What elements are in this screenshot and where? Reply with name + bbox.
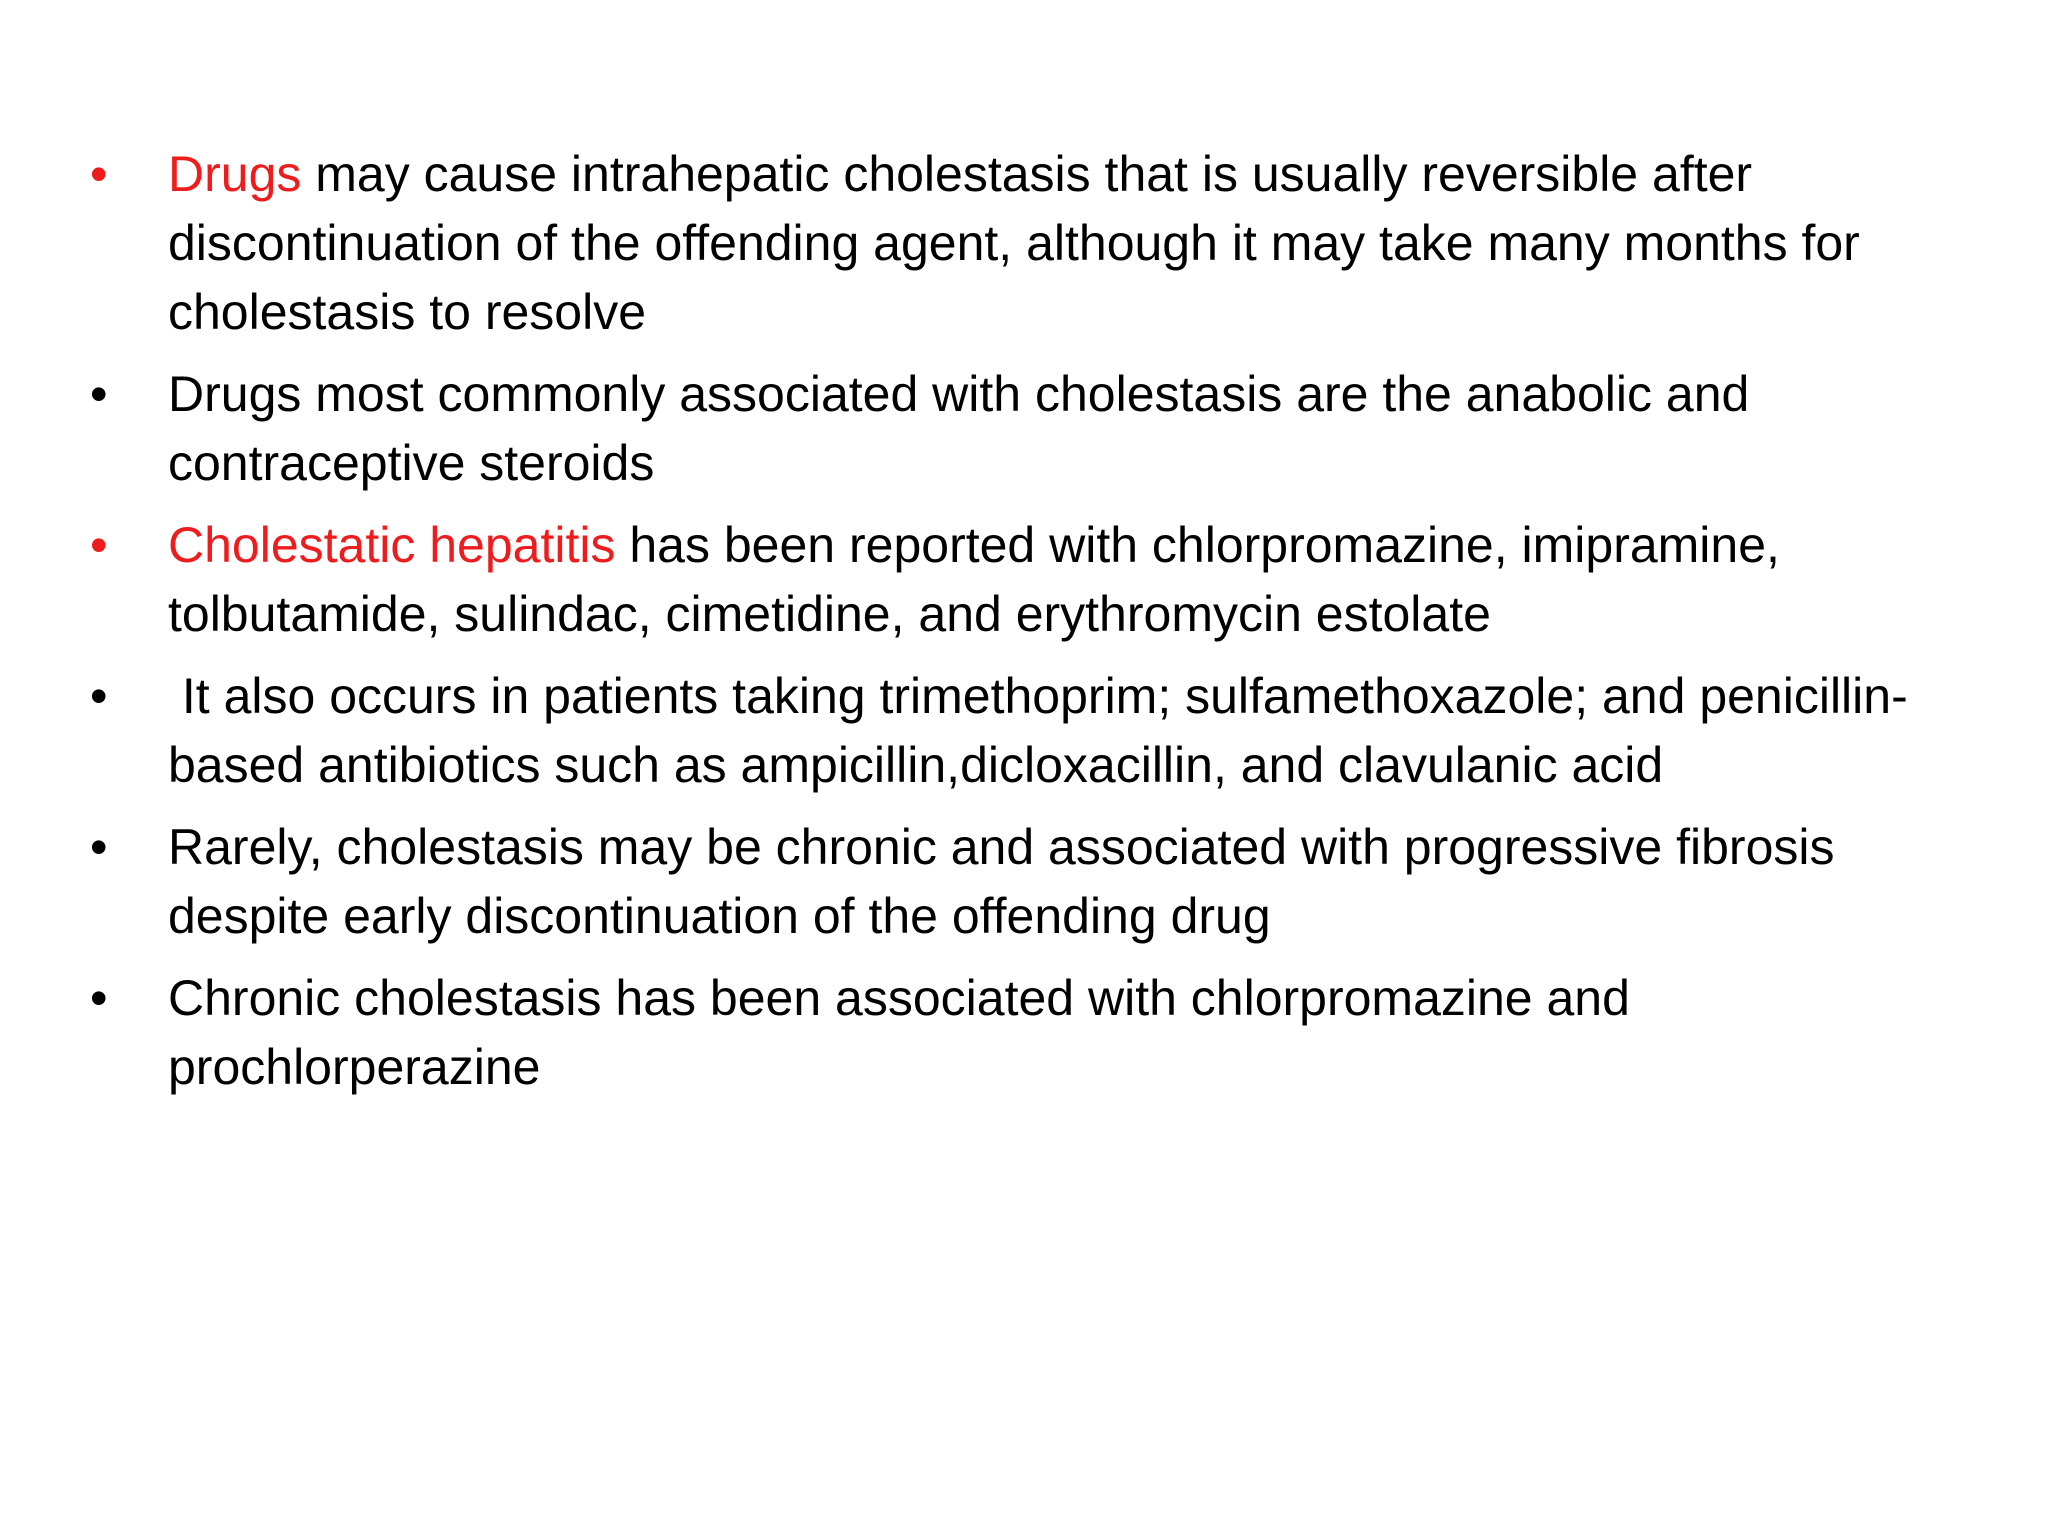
bullet-marker: • <box>90 970 108 1026</box>
bullet-marker: • <box>90 668 108 724</box>
bullet-item-antibiotics <box>80 662 1980 800</box>
bullet-item-steroids <box>80 360 1980 498</box>
bullet-text: Drugs most commonly associated with cholestasis are the anabolic and contraceptive steroids <box>168 366 1750 491</box>
bullet-item-cholestatic-hepatitis <box>80 511 1980 649</box>
bullet-text: It also occurs in patients taking trimethoprim; sulfamethoxazole; and penicillin-based antibiotics such as ampicillin,dicloxacillin, and clavulanic acid <box>168 668 1908 793</box>
bullet-marker: • <box>90 366 108 422</box>
bullet-item-chronic-cholestasis <box>80 964 1980 1102</box>
bullet-item-drugs-reversible <box>80 140 1980 347</box>
bullet-marker: • <box>90 517 108 573</box>
bullet-text: Rarely, cholestasis may be chronic and associated with progressive fibrosis despite early discontinuation of the offending drug <box>168 819 1835 944</box>
bullet-list <box>80 140 1980 1115</box>
bullet-item-chronic-fibrosis <box>80 813 1980 951</box>
bullet-text: may cause intrahepatic cholestasis that is usually reversible after discontinuation of the offending agent, although it may take many months for cholestasis to resolve <box>168 146 1860 340</box>
bullet-marker: • <box>90 146 108 202</box>
bullet-marker: • <box>90 819 108 875</box>
highlight-term: Drugs <box>168 146 302 202</box>
highlight-term: Cholestatic hepatitis <box>168 517 616 573</box>
bullet-text: has been reported with chlorpromazine, imipramine, tolbutamide, sulindac, cimetidine, and erythromycin estolate <box>168 517 1780 642</box>
bullet-text: Chronic cholestasis has been associated with chlorpromazine and prochlorperazine <box>168 970 1630 1095</box>
